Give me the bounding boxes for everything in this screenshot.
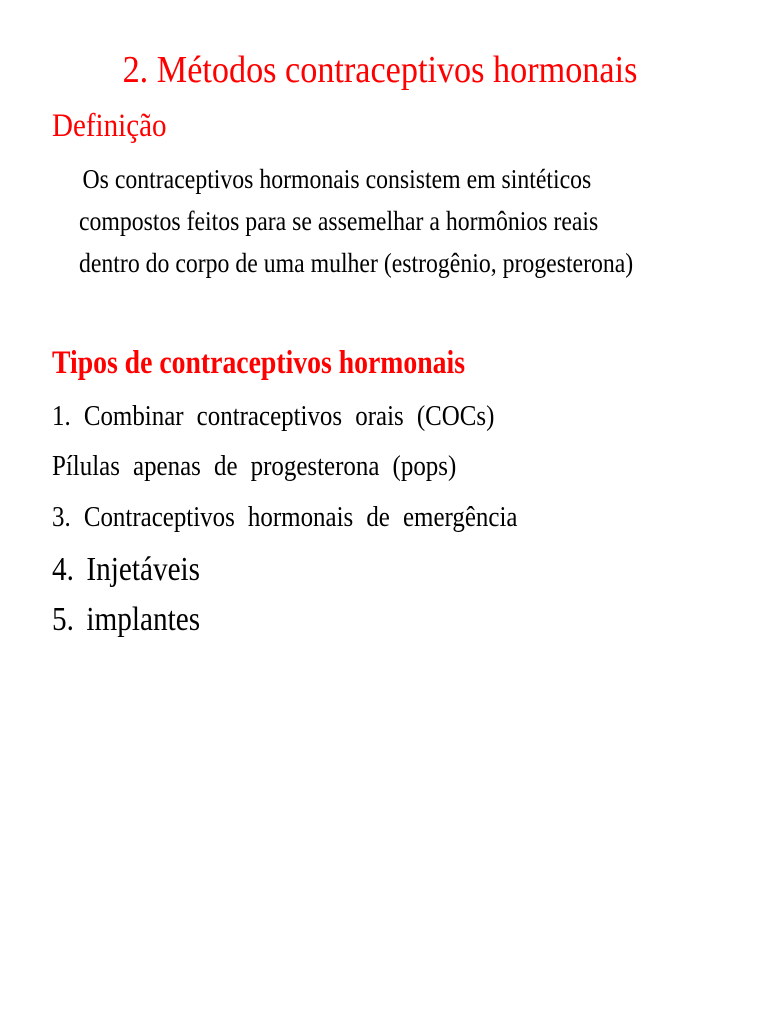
definition-paragraph — [79, 158, 633, 284]
definition-heading: Definição — [52, 108, 167, 144]
types-heading: Tipos de contraceptivos hormonais — [52, 345, 466, 381]
list-item: 4. Injetáveis — [52, 551, 201, 588]
list-item: 5. implantes — [52, 601, 201, 638]
list-item: Pílulas apenas de progesterona (pops) — [52, 450, 457, 482]
definition-line: Os contraceptivos hormonais consistem em sintéticos — [82, 164, 592, 194]
definition-line: compostos feitos para se assemelhar a hormônios reais — [79, 206, 599, 236]
definition-line: dentro do corpo de uma mulher (estrogênio, progesterona) — [79, 248, 634, 278]
list-item: 1. Combinar contraceptivos orais (COCs) — [52, 400, 495, 432]
list-item: 3. Contraceptivos hormonais de emergência — [52, 501, 518, 533]
slide-title: 2. Métodos contraceptivos hormonais — [122, 49, 638, 91]
